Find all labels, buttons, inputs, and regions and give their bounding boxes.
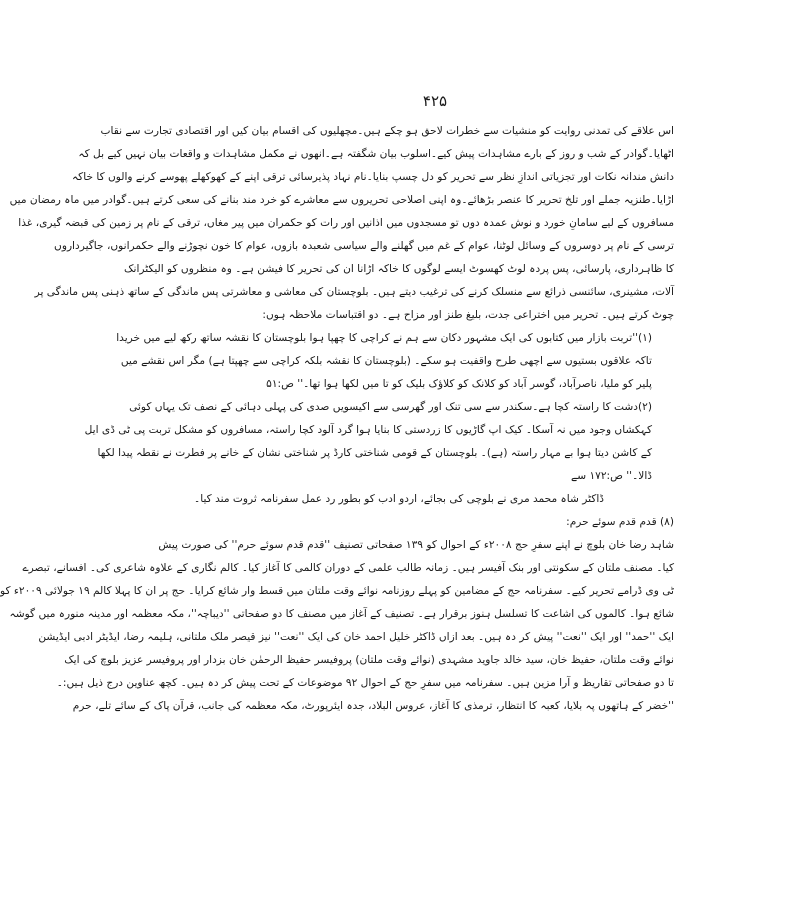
text-line: ٹی وی ڈرامے تحریر کیے۔ سفرنامہ حج کے مضامین کو پہلے روزنامہ نوائے وقت ملتان میں قسط وار شائع کرایا۔ حج پر ان کا پہلا کالم ۱۹ جولائی ۲۰۰۹ء کو: [0, 585, 674, 597]
quote-line: تاکہ علاقوں بستیوں سے اچھی طرح واقفیت ہو سکے۔ (بلوچستان کا نقشہ بلکہ کراچی سے چھپتا ہے) مگر اس نقشے میں: [120, 355, 652, 367]
text-line: دانش مندانہ نکات اور تجزیاتی اندازِ نظر سے تحریر کو دل چسپ بنایا۔نام نہاد پذیرسائی ترقی اپنے کے کھوکھلے پھوسے کرنے والوں کا خاکہ: [71, 171, 674, 183]
text-line: کا ظاہرداری، پارسائی، پس پردہ لوٹ کھسوٹ ایسے لوگوں کا خاکہ اڑانا ان کی تحریر کا فیشن ہے۔ وہ منظروں کو الیکٹرانک: [124, 263, 674, 275]
text-line: ترسی کے نام پر دوسروں کے وسائل لوٹنا، عوام کے غم میں گھلنے والے سیاسی شعبدہ بازوں، عوام کا خون نچوڑنے والے حکمرانوں، جاگیرداروں: [54, 240, 674, 252]
text-line: کیا۔ مصنف ملتان کے سکونتی اور بنک آفیسر ہیں۔ زمانہ طالب علمی کے دوران کالمی کا آغاز کیا۔ کالم نگاری کے علاوہ شاعری کی۔ افسانے، تبصرے: [22, 562, 674, 574]
quote-line: کہکشاں وجود میں نہ آسکا۔ کیک اپ گاڑیوں کا زردستی کا بنایا ہوا گرد آلود کچا راستہ، مسافروں کو مشکل تربت پی ٹی ڈی ایل: [84, 424, 652, 436]
signoff-line: ڈاکٹر شاہ محمد مری نے بلوچی کی بجائے، اردو ادب کو بطور رد عمل سفرنامہ ثروت مند کیا۔: [194, 493, 604, 505]
text-line: اس علاقے کی تمدنی روایت کو منشیات سے خطرات لاحق ہو چکے ہیں۔مچھلیوں کی اقسام بیان کیں اور اقتصادی تجارت سے نقاب: [100, 125, 674, 137]
quote-1: [116, 327, 674, 396]
page-number: ۴۲۵: [422, 92, 448, 110]
paragraph-2: [0, 534, 674, 718]
text-line: نوائے وقت ملتان، حفیظ خان، سید خالد جاوید مشہدی (نوائے وقت ملتان) پروفیسر حفیظ الرحمٰن خان بزدار اور پروفیسر عزیز بلوچ کی ایک: [64, 654, 674, 666]
body-text: [0, 120, 674, 718]
text-line: شاہد رضا خان بلوچ نے اپنے سفرِ حج ۲۰۰۸ء کے احوال کو ۱۳۹ صفحاتی تصنیف ''قدم قدم سوئے حرم'' کی صورت پیش: [158, 539, 674, 551]
text-line: ''خضر کے ہاتھوں پہ بلایا، کعبہ کا انتظار، ترمذی کا آغاز، عروس البلاد، جدہ ایئرپورٹ، مکہ معظمہ کی جانب، قرآن پاک کے سائے تلے، حرم: [72, 700, 674, 712]
text-line: چوٹ کرتے ہیں۔ تحریر میں اختراعی جدت، بلیغ طنز اور مزاح ہے۔ دو اقتباسات ملاحظہ ہوں:: [262, 309, 674, 321]
quote-line: ڈالا۔'' ص:۱۷۲ سے: [570, 470, 652, 482]
text-line: ایک ''حمد'' اور ایک ''نعت'' پیش کر دہ ہیں۔ بعد ازاں ڈاکٹر خلیل احمد خان کی ایک ''نعت'' نیز قیصر ملک ملتانی، ہلیمہ رضا، ایڈیٹر ادبی ایڈیشن: [38, 631, 674, 643]
text-line: اٹھایا۔گوادر کے شب و روز کے بارے مشاہدات پیش کیے۔اسلوب بیان شگفتہ ہے۔انھوں نے مکمل مشاہدات و واقعات بیان نہیں کیے بل کہ: [78, 148, 674, 160]
quote-2: [84, 396, 674, 488]
section-heading: (۸) قدم قدم سوئے حرم:: [566, 516, 674, 528]
paragraph-1: [9, 120, 674, 327]
text-line: آلات، مشینری، سائنسی ذرائع سے منسلک کرنے کی ترغیب دیتے ہیں۔ بلوچستان کی معاشی و معاشرتی پس ماندگی کے ساتھ ذہنی پس ماندگی پر: [34, 286, 674, 298]
text-line: تا دو صفحاتی تقاریظ و آرا مزین ہیں۔ سفرنامہ میں سفرِ حج کے احوال ۹۲ موضوعات کے تحت پیش کر دہ ہیں۔ کچھ عناوین درج ذیل ہیں:۔: [56, 677, 674, 689]
quote-line: (۱)''تربت بازار میں کتابوں کی ایک مشہور دکان سے ہم نے کراچی کا چھپا ہوا بلوچستان کا نقشہ ساتھ رکھ لیے میں خریدا: [116, 332, 652, 344]
text-line: شائع ہوا۔ کالموں کی اشاعت کا تسلسل ہنوز برقرار ہے۔ تصنیف کے آغاز میں مصنف کا دو صفحاتی ''دیباچہ''، مکہ معظمہ اور مدینہ منورہ میں گوشہ: [9, 608, 674, 620]
quote-line: کے کاشن دیتا ہوا بے مہار راستہ (ہے)۔ بلوچستان کے قومی شناختی کارڈ پر شناختی نشان کے خانے پر فطرت نے نقطہ پیدا لکھا: [97, 447, 652, 459]
text-line: اڑایا۔طنزیہ جملے اور تلخ تحریر کا عنصر بڑھائے۔وہ اپنی اصلاحی تحریروں سے معاشرے کو خرد مند بنانے کی سعی کرتے ہیں۔گوادر میں ماہ رمضان میں: [9, 194, 674, 206]
quote-line: (۲)دشت کا راستہ کچا ہے۔سکندر سے سی تنک اور گھرسی سے اکیسویں صدی کی پہلی دہائی کے نصف تک یہاں کوئی: [129, 401, 652, 413]
quote-line: پلیر کو ملیا، ناصرآباد، گوسر آباد کو کلانک کو کلاؤک بلیک کو تا میں لکھا ہوا تھا۔'' ص:۵۱: [266, 378, 652, 390]
text-line: مسافروں کے لیے سامانِ خورد و نوش عمدہ دوں تو مسجدوں میں اذانیں اور رات کو حکمران میں پیر مغاں، ترقی کے نام پر زمین کی قبضہ گیری، غذا: [18, 217, 674, 229]
